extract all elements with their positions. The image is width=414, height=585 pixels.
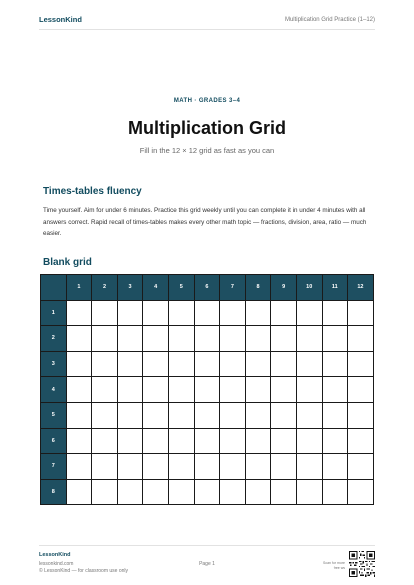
answer-cell[interactable]: [168, 428, 194, 454]
answer-cell[interactable]: [92, 402, 118, 428]
answer-cell[interactable]: [296, 300, 322, 326]
answer-cell[interactable]: [296, 402, 322, 428]
answer-cell[interactable]: [296, 479, 322, 505]
answer-cell[interactable]: [92, 428, 118, 454]
grid-row: [41, 351, 374, 377]
answer-cell[interactable]: [92, 326, 118, 352]
column-header: 10: [296, 275, 322, 301]
answer-cell[interactable]: [271, 377, 297, 403]
column-header: 6: [194, 275, 220, 301]
answer-cell[interactable]: [245, 351, 271, 377]
answer-cell[interactable]: [92, 479, 118, 505]
answer-cell[interactable]: [66, 377, 92, 403]
answer-cell[interactable]: [117, 326, 143, 352]
answer-cell[interactable]: [143, 300, 169, 326]
answer-cell[interactable]: [322, 479, 348, 505]
answer-cell[interactable]: [66, 402, 92, 428]
answer-cell[interactable]: [168, 479, 194, 505]
row-header: 5: [41, 402, 67, 428]
grid-row: [41, 454, 374, 480]
grid-body: [41, 300, 374, 505]
grid-row: [41, 428, 374, 454]
row-header: 8: [41, 479, 67, 505]
row-header: 2: [41, 326, 67, 352]
column-header: 5: [168, 275, 194, 301]
answer-cell[interactable]: [296, 351, 322, 377]
answer-cell[interactable]: [66, 428, 92, 454]
answer-cell[interactable]: [271, 479, 297, 505]
answer-cell[interactable]: [117, 454, 143, 480]
answer-cell[interactable]: [66, 326, 92, 352]
answer-cell[interactable]: [117, 300, 143, 326]
qr-caption: Scan for more free ws: [323, 561, 345, 570]
answer-cell[interactable]: [194, 428, 220, 454]
row-header: 1: [41, 300, 67, 326]
column-header: 4: [143, 275, 169, 301]
answer-cell[interactable]: [220, 300, 246, 326]
row-header: 7: [41, 454, 67, 480]
answer-cell[interactable]: [143, 351, 169, 377]
grid-header-row: [41, 275, 374, 301]
fluency-heading: Times-tables fluency: [43, 186, 142, 197]
answer-cell[interactable]: [245, 428, 271, 454]
answer-cell[interactable]: [322, 428, 348, 454]
answer-cell[interactable]: [194, 300, 220, 326]
column-header: 11: [322, 275, 348, 301]
subject-eyebrow: MATH · GRADES 3–4: [173, 98, 241, 104]
answer-cell[interactable]: [220, 402, 246, 428]
worksheet-subtitle: Fill in the 12 × 12 grid as fast as you can: [139, 146, 275, 155]
header-page-title: Multiplication Grid Practice (1–12): [284, 16, 375, 23]
brand-logo: LessonKind: [39, 15, 82, 24]
answer-cell[interactable]: [168, 454, 194, 480]
column-header: 3: [117, 275, 143, 301]
answer-cell[interactable]: [322, 377, 348, 403]
grid-heading: Blank grid: [43, 257, 92, 268]
answer-cell[interactable]: [220, 454, 246, 480]
answer-cell[interactable]: [117, 428, 143, 454]
answer-cell[interactable]: [322, 454, 348, 480]
footer-url[interactable]: lessonkind.com: [39, 561, 74, 567]
answer-cell[interactable]: [66, 479, 92, 505]
multiplication-grid: [40, 274, 374, 505]
column-header: 8: [245, 275, 271, 301]
answer-cell[interactable]: [194, 377, 220, 403]
answer-cell[interactable]: [220, 351, 246, 377]
footer-copyright: © LessonKind — for classroom use only: [39, 568, 129, 574]
answer-cell[interactable]: [322, 300, 348, 326]
answer-cell[interactable]: [194, 402, 220, 428]
answer-cell[interactable]: [348, 428, 374, 454]
answer-cell[interactable]: [117, 479, 143, 505]
answer-cell[interactable]: [245, 402, 271, 428]
answer-cell[interactable]: [117, 351, 143, 377]
answer-cell[interactable]: [245, 326, 271, 352]
answer-cell[interactable]: [348, 454, 374, 480]
answer-cell[interactable]: [348, 300, 374, 326]
answer-cell[interactable]: [194, 326, 220, 352]
page-footer: [39, 545, 375, 579]
answer-cell[interactable]: [271, 402, 297, 428]
column-header: 12: [348, 275, 374, 301]
answer-cell[interactable]: [271, 300, 297, 326]
fluency-body: Time yourself. Aim for under 6 minutes. Practice this grid weekly until you can complete it in under 4 minutes with all answers correct. Rapid recall of times-tables makes every other math topic — fractions, division, area, ratio — much easier.: [43, 207, 367, 237]
grid-row: [41, 326, 374, 352]
row-header: 4: [41, 377, 67, 403]
answer-cell[interactable]: [92, 300, 118, 326]
answer-cell[interactable]: [92, 377, 118, 403]
answer-cell[interactable]: [245, 377, 271, 403]
answer-cell[interactable]: [271, 326, 297, 352]
row-header: 3: [41, 351, 67, 377]
answer-cell[interactable]: [66, 454, 92, 480]
column-header: 1: [66, 275, 92, 301]
answer-cell[interactable]: [322, 326, 348, 352]
answer-cell[interactable]: [143, 326, 169, 352]
grid-row: [41, 300, 374, 326]
answer-cell[interactable]: [348, 326, 374, 352]
page-header: [39, 14, 375, 30]
qr-code-icon: [349, 551, 375, 577]
answer-cell[interactable]: [143, 454, 169, 480]
answer-cell[interactable]: [194, 351, 220, 377]
answer-cell[interactable]: [271, 428, 297, 454]
answer-cell[interactable]: [220, 428, 246, 454]
column-header: 7: [220, 275, 246, 301]
grid-row: [41, 377, 374, 403]
answer-cell[interactable]: [245, 479, 271, 505]
answer-cell[interactable]: [348, 402, 374, 428]
answer-cell[interactable]: [143, 428, 169, 454]
answer-cell[interactable]: [168, 326, 194, 352]
answer-cell[interactable]: [245, 454, 271, 480]
answer-cell[interactable]: [66, 351, 92, 377]
answer-cell[interactable]: [117, 377, 143, 403]
answer-cell[interactable]: [168, 377, 194, 403]
worksheet-title: Multiplication Grid: [128, 118, 286, 138]
answer-cell[interactable]: [296, 326, 322, 352]
answer-cell[interactable]: [143, 479, 169, 505]
answer-cell[interactable]: [92, 454, 118, 480]
answer-cell[interactable]: [220, 377, 246, 403]
answer-cell[interactable]: [296, 428, 322, 454]
grid-corner-cell: [41, 275, 67, 301]
answer-cell[interactable]: [92, 351, 118, 377]
answer-cell[interactable]: [348, 479, 374, 505]
answer-cell[interactable]: [66, 300, 92, 326]
answer-cell[interactable]: [143, 377, 169, 403]
answer-cell[interactable]: [194, 454, 220, 480]
row-header: 6: [41, 428, 67, 454]
page-number: Page 1: [199, 561, 215, 567]
answer-cell[interactable]: [168, 300, 194, 326]
column-header: 2: [92, 275, 118, 301]
answer-cell[interactable]: [168, 402, 194, 428]
answer-cell[interactable]: [220, 326, 246, 352]
answer-cell[interactable]: [322, 402, 348, 428]
answer-cell[interactable]: [168, 351, 194, 377]
answer-cell[interactable]: [348, 351, 374, 377]
grid-row: [41, 402, 374, 428]
answer-cell[interactable]: [245, 300, 271, 326]
answer-cell[interactable]: [117, 402, 143, 428]
answer-cell[interactable]: [348, 377, 374, 403]
answer-cell[interactable]: [296, 454, 322, 480]
grid-row: [41, 479, 374, 505]
answer-cell[interactable]: [271, 454, 297, 480]
footer-brand: LessonKind: [39, 552, 71, 558]
answer-cell[interactable]: [194, 479, 220, 505]
answer-cell[interactable]: [322, 351, 348, 377]
answer-cell[interactable]: [296, 377, 322, 403]
answer-cell[interactable]: [220, 479, 246, 505]
answer-cell[interactable]: [143, 402, 169, 428]
answer-cell[interactable]: [271, 351, 297, 377]
column-header: 9: [271, 275, 297, 301]
